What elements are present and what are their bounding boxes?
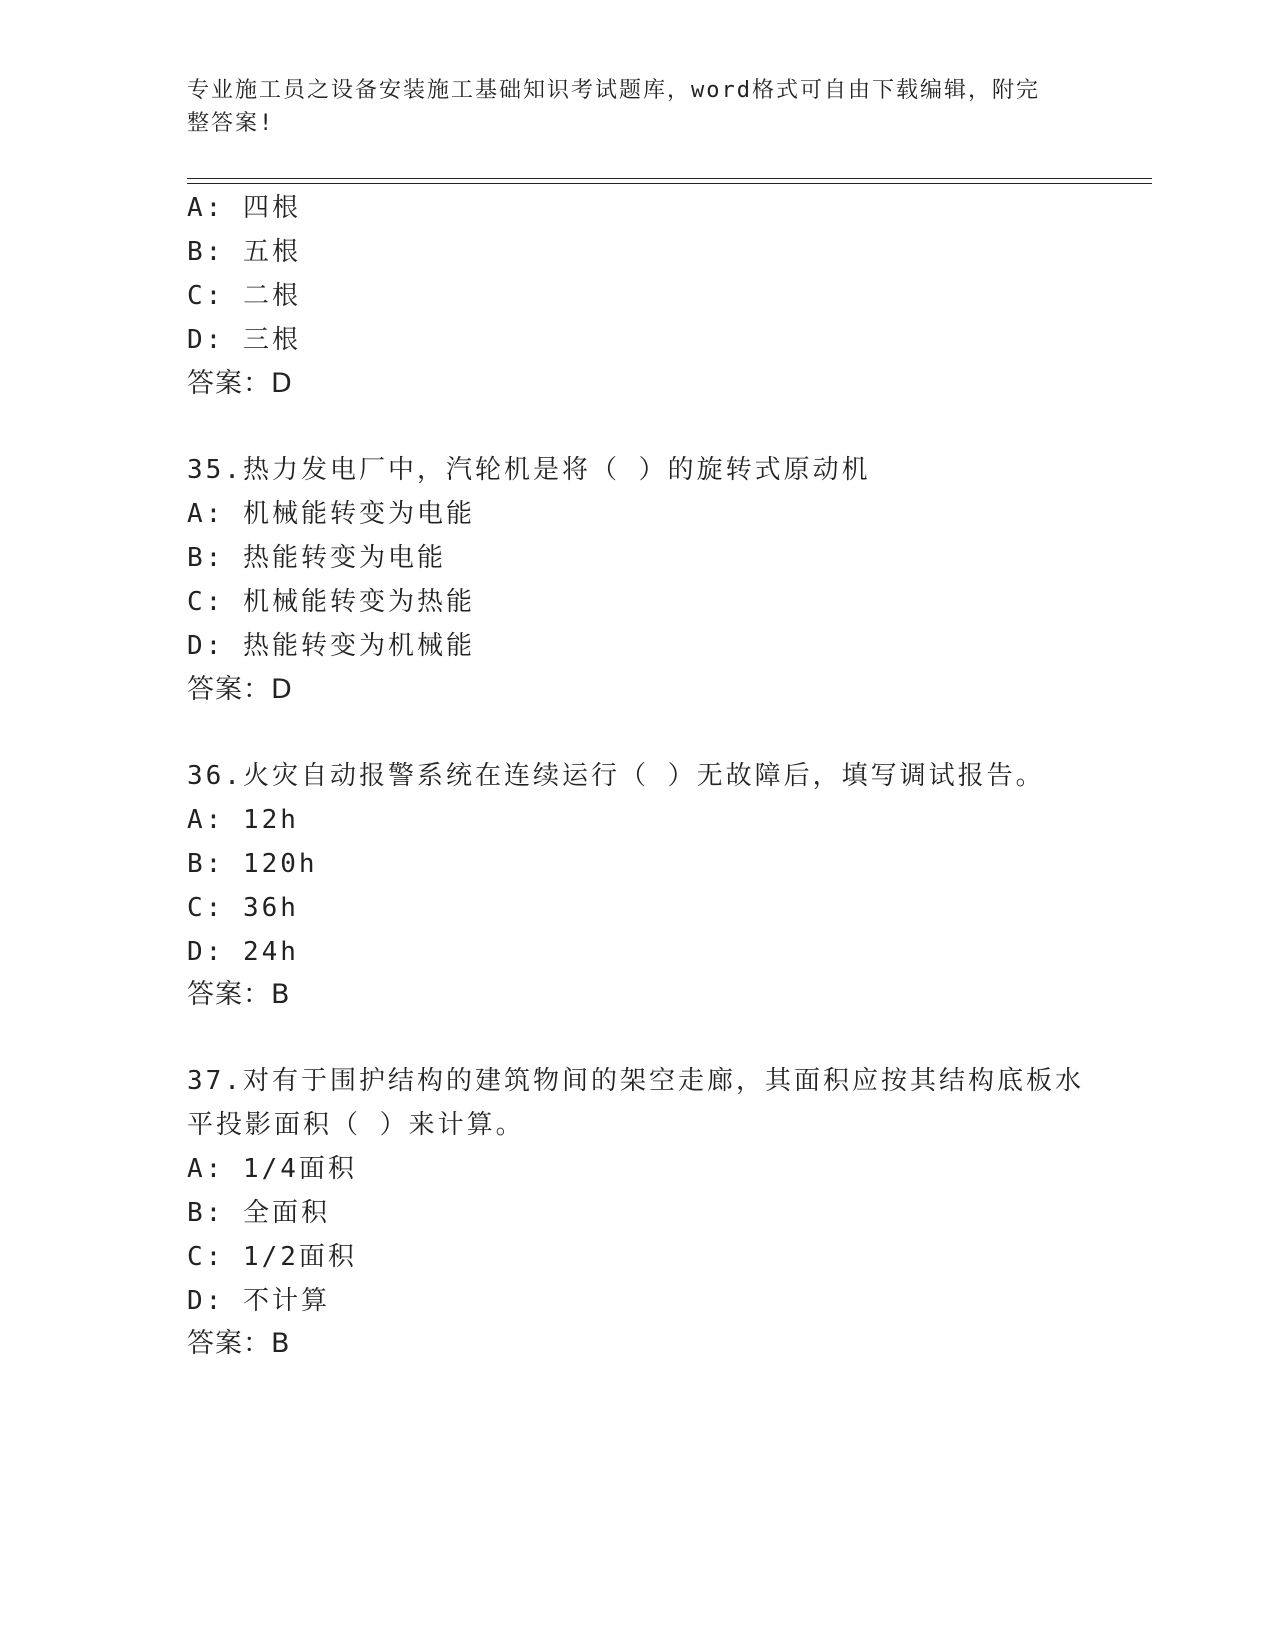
header-line-2: 整答案! xyxy=(187,111,275,136)
q34-option-d: D: 三根 xyxy=(187,325,301,355)
q35-stem: 35.热力发电厂中，汽轮机是将（ ）的旋转式原动机 xyxy=(187,455,871,485)
q35-option-d: D: 热能转变为机械能 xyxy=(187,631,475,661)
q36-option-c: C: 36h xyxy=(187,893,299,923)
q35-answer: 答案：D xyxy=(187,674,293,705)
document-header xyxy=(187,74,1067,140)
q37-stem-line-1: 37.对有于围护结构的建筑物间的架空走廊，其面积应按其结构底板水 xyxy=(187,1066,1084,1096)
q36-option-b: B: 120h xyxy=(187,849,318,879)
q37-option-c: C: 1/2面积 xyxy=(187,1242,357,1272)
q36-option-a: A: 12h xyxy=(187,805,299,835)
q36-stem: 36.火灾自动报警系统在连续运行（ ）无故障后，填写调试报告。 xyxy=(187,761,1045,791)
q36-option-d: D: 24h xyxy=(187,937,299,967)
q37-stem-line-2: 平投影面积（ ）来计算。 xyxy=(187,1110,525,1140)
q37-option-a: A: 1/4面积 xyxy=(187,1154,357,1184)
q34-option-c: C: 二根 xyxy=(187,281,301,311)
q34-answer: 答案：D xyxy=(187,368,293,399)
q35-option-c: C: 机械能转变为热能 xyxy=(187,587,475,617)
q37-option-b: B: 全面积 xyxy=(187,1198,330,1228)
q35-option-a: A: 机械能转变为电能 xyxy=(187,499,475,529)
q37-option-d: D: 不计算 xyxy=(187,1286,330,1316)
header-divider-top xyxy=(187,178,1152,179)
q36-answer: 答案：B xyxy=(187,979,291,1010)
q34-option-b: B: 五根 xyxy=(187,237,301,267)
header-divider-bottom xyxy=(187,183,1152,184)
q37-answer: 答案：B xyxy=(187,1328,291,1359)
q34-option-a: A: 四根 xyxy=(187,193,301,223)
q35-option-b: B: 热能转变为电能 xyxy=(187,543,446,573)
header-line-1: 专业施工员之设备安装施工基础知识考试题库，word格式可自由下载编辑，附完 xyxy=(187,78,1040,103)
